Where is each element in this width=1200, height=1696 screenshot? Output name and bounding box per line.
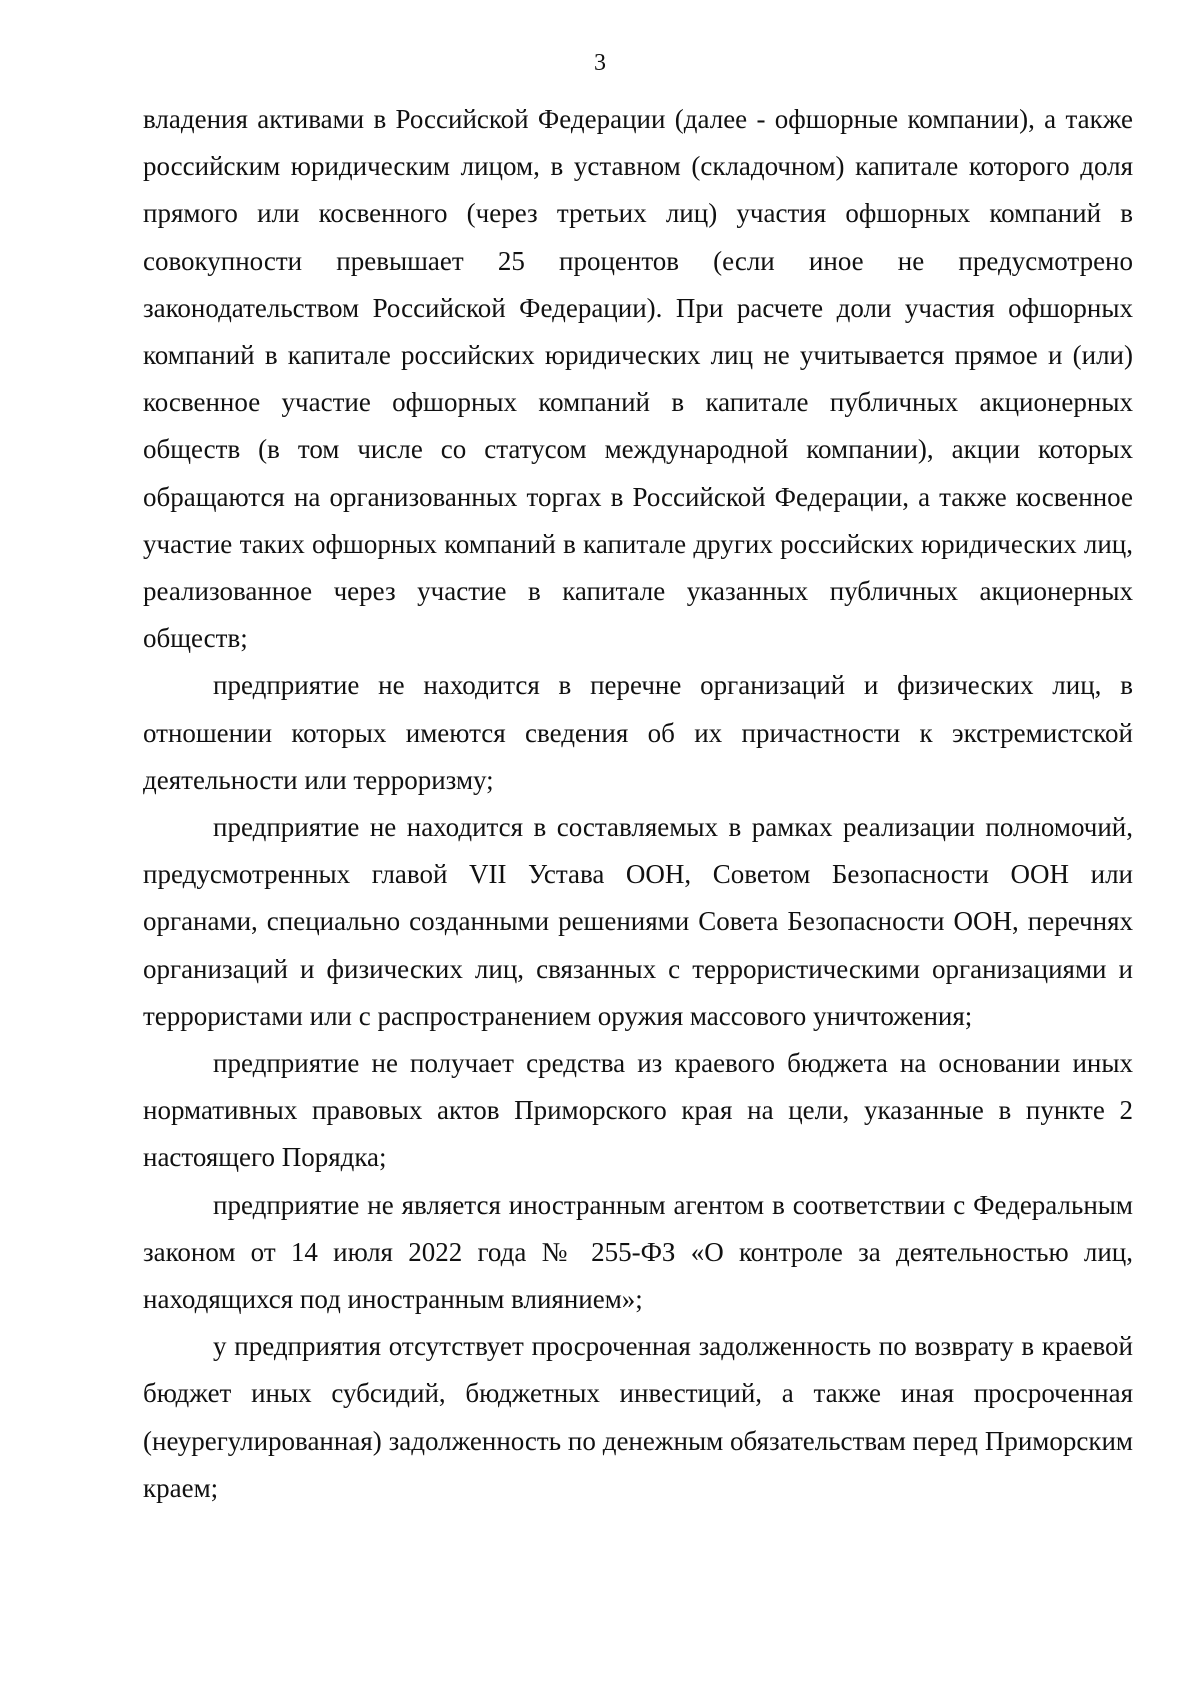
page-number: 3 — [594, 50, 606, 76]
paragraph-un-sanctions: предприятие не находится в составляемых в рамках реализации полномочий, предусмотренных главой VII Устава ООН, Советом Безопасности ООН или органами, специально созданными решениями Совета Безопасности ООН, перечнях организаций и физических лиц, связанных с террористическими организациями и террористами или с распространением оружия массового уничтожения; — [143, 812, 1133, 1031]
paragraph-extremism: предприятие не находится в перечне организаций и физических лиц, в отношении которых имеются сведения об их причастности к экстремистской деятельности или терроризму; — [143, 670, 1133, 795]
paragraph-foreign-agent: предприятие не является иностранным агентом в соответствии с Федеральным законом от 14 июля 2022 года № 255-ФЗ «О контроле за деятельностью лиц, находящихся под иностранным влиянием»; — [143, 1189, 1133, 1315]
paragraph-budget-funds: предприятие не получает средства из краевого бюджета на основании иных нормативных правовых актов Приморского края на цели, указанные в пункте 2 настоящего Порядка; — [143, 1048, 1133, 1173]
paragraph-offshore-continuation: владения активами в Российской Федерации (далее - офшорные компании), а также российским юридическим лицом, в уставном (складочном) капитале которого доля прямого или косвенного (через третьих лиц) участия офшорных компаний в совокупности превышает 25 процентов (если иное не предусмотрено законодательством Российской Федерации). При расчете доли участия офшорных компаний в капитале российских юридических лиц не учитывается прямое и (или) косвенное участие офшорных компаний в капитале публичных акционерных обществ (в том числе со статусом международной компании), акции которых обращаются на организованных торгах в Российской Федерации, а также косвенное участие таких офшорных компаний в капитале других российских юридических лиц, реализованное через участие в капитале указанных публичных акционерных обществ; — [143, 104, 1133, 654]
paragraph-overdue-debt: у предприятия отсутствует просроченная задолженность по возврату в краевой бюджет иных субсидий, бюджетных инвестиций, а также иная просроченная (неурегулированная) задолженность по денежным обязательствам перед Приморским краем; — [143, 1331, 1133, 1503]
document-body — [143, 96, 1133, 1512]
